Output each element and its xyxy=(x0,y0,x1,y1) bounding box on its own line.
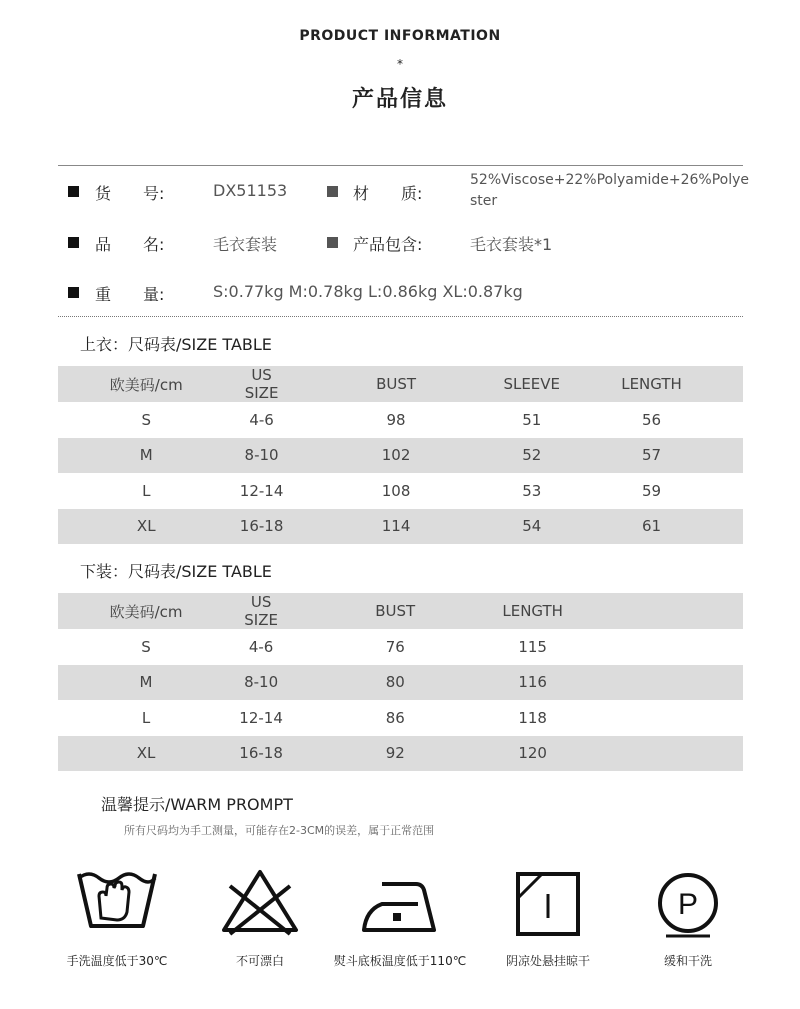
table-header-row xyxy=(58,366,743,402)
table-cell: 53 xyxy=(522,481,542,500)
table-cell: L xyxy=(141,708,151,727)
weight-label: 重 量: xyxy=(95,285,165,304)
table-cell: 56 xyxy=(641,410,662,429)
header-title-en: PRODUCT INFORMATION xyxy=(299,28,501,44)
table-header-row xyxy=(58,593,743,629)
table-cell: 4-6 xyxy=(249,410,274,429)
table-cell: 108 xyxy=(381,481,411,500)
bullet-square xyxy=(327,186,338,197)
table-cell: 92 xyxy=(288,736,502,772)
care-item xyxy=(618,868,758,969)
top-size-table-title: 上衣：尺码表/SIZE TABLE xyxy=(80,335,272,354)
care-label: 阴凉处悬挂晾干 xyxy=(505,954,590,968)
name-label: 品 名: xyxy=(95,235,165,254)
care-label: 缓和干洗 xyxy=(663,954,712,968)
table-row xyxy=(58,700,743,736)
header-dot: * xyxy=(397,57,403,71)
table-cell: M xyxy=(58,665,234,701)
top-size-table xyxy=(58,366,743,544)
table-cell: 16-18 xyxy=(234,736,288,772)
table-cell: 115 xyxy=(518,637,547,656)
care-label: 手洗温度低于30℃ xyxy=(66,954,168,968)
table-cell: 12-14 xyxy=(239,708,283,727)
svg-text:P: P xyxy=(677,888,699,921)
table-cell: 114 xyxy=(289,509,504,545)
care-item xyxy=(190,868,330,969)
warm-prompt-title: 温馨提示/WARM PROMPT xyxy=(101,795,293,814)
table-cell: 51 xyxy=(522,410,542,429)
table-cell xyxy=(563,700,743,736)
table-row xyxy=(58,665,743,701)
table-cell: 120 xyxy=(502,736,563,772)
table-row xyxy=(58,402,743,438)
table-cell: 76 xyxy=(385,637,405,656)
header-title-cn: 产品信息 xyxy=(351,87,448,112)
table-row xyxy=(58,473,743,509)
material-value: 52%Viscose+22%Polyamide+26%Polyester xyxy=(470,172,750,209)
hand-wash-icon xyxy=(75,868,159,938)
weight-value: S:0.77kg M:0.78kg L:0.86kg XL:0.87kg xyxy=(213,282,523,301)
table-header-cell: 欧美码/cm xyxy=(58,366,235,402)
bottom-size-table-title: 下装：尺码表/SIZE TABLE xyxy=(80,562,272,581)
table-cell: 59 xyxy=(641,481,662,500)
table-cell xyxy=(563,736,743,772)
table-row xyxy=(58,438,743,474)
table-cell: 80 xyxy=(288,665,502,701)
table-cell: 8-10 xyxy=(234,665,288,701)
table-header-cell: BUST xyxy=(288,593,502,629)
iron-icon xyxy=(358,868,442,938)
table-cell xyxy=(563,665,743,701)
bottom-size-table xyxy=(58,593,743,771)
table-cell: 102 xyxy=(289,438,504,474)
table-cell: S xyxy=(141,637,151,656)
table-cell: XL xyxy=(58,736,234,772)
care-label: 熨斗底板温度低于110℃ xyxy=(333,954,467,968)
table-header-cell xyxy=(563,593,743,629)
table-cell: M xyxy=(58,438,235,474)
bullet-square xyxy=(327,237,338,248)
table-cell: 52 xyxy=(503,438,560,474)
material-label: 材 质: xyxy=(353,184,423,203)
table-cell: XL xyxy=(58,509,235,545)
bullet-square xyxy=(68,237,79,248)
table-cell: 4-6 xyxy=(248,637,274,656)
name-value: 毛衣套装 xyxy=(213,235,278,254)
bullet-square xyxy=(68,287,79,298)
table-cell: L xyxy=(142,481,151,500)
gentle-dry-clean-icon xyxy=(646,868,730,938)
warm-prompt-note: 所有尺码均为手工测量，可能存在2-3CM的误差，属于正常范围 xyxy=(124,824,435,837)
table-cell: 86 xyxy=(385,708,405,727)
table-cell: 54 xyxy=(503,509,560,545)
table-cell: S xyxy=(141,410,152,429)
table-header-cell: LENGTH xyxy=(502,593,563,629)
table-cell: 98 xyxy=(386,410,406,429)
table-cell: 118 xyxy=(518,708,547,727)
care-item xyxy=(330,868,470,969)
table-cell: 61 xyxy=(560,509,743,545)
table-cell: 12-14 xyxy=(239,481,284,500)
table-cell: 8-10 xyxy=(235,438,289,474)
table-header-cell: BUST xyxy=(289,366,504,402)
care-item xyxy=(478,868,618,969)
table-header-cell: LENGTH xyxy=(560,366,743,402)
care-item xyxy=(47,868,187,969)
divider-dotted xyxy=(58,316,743,317)
contents-label: 产品包含: xyxy=(353,235,423,254)
care-label: 不可漂白 xyxy=(235,954,284,968)
table-cell: 16-18 xyxy=(235,509,289,545)
table-header-cell: 欧美码/cm xyxy=(58,593,234,629)
no-bleach-icon xyxy=(218,868,302,938)
item-no-value: DX51153 xyxy=(213,181,288,200)
contents-value: 毛衣套装*1 xyxy=(470,235,553,254)
table-header-cell: SLEEVE xyxy=(503,366,560,402)
item-no-label: 货 号: xyxy=(95,184,165,203)
divider-solid xyxy=(58,165,743,166)
hang-dry-shade-icon xyxy=(506,868,590,938)
table-cell: 116 xyxy=(502,665,563,701)
bullet-square xyxy=(68,186,79,197)
table-header-cell: US SIZE xyxy=(235,366,289,402)
table-row xyxy=(58,509,743,545)
table-cell: 57 xyxy=(560,438,743,474)
table-row xyxy=(58,736,743,772)
table-header-cell: US SIZE xyxy=(234,593,288,629)
table-row xyxy=(58,629,743,665)
table-cell xyxy=(563,629,743,665)
